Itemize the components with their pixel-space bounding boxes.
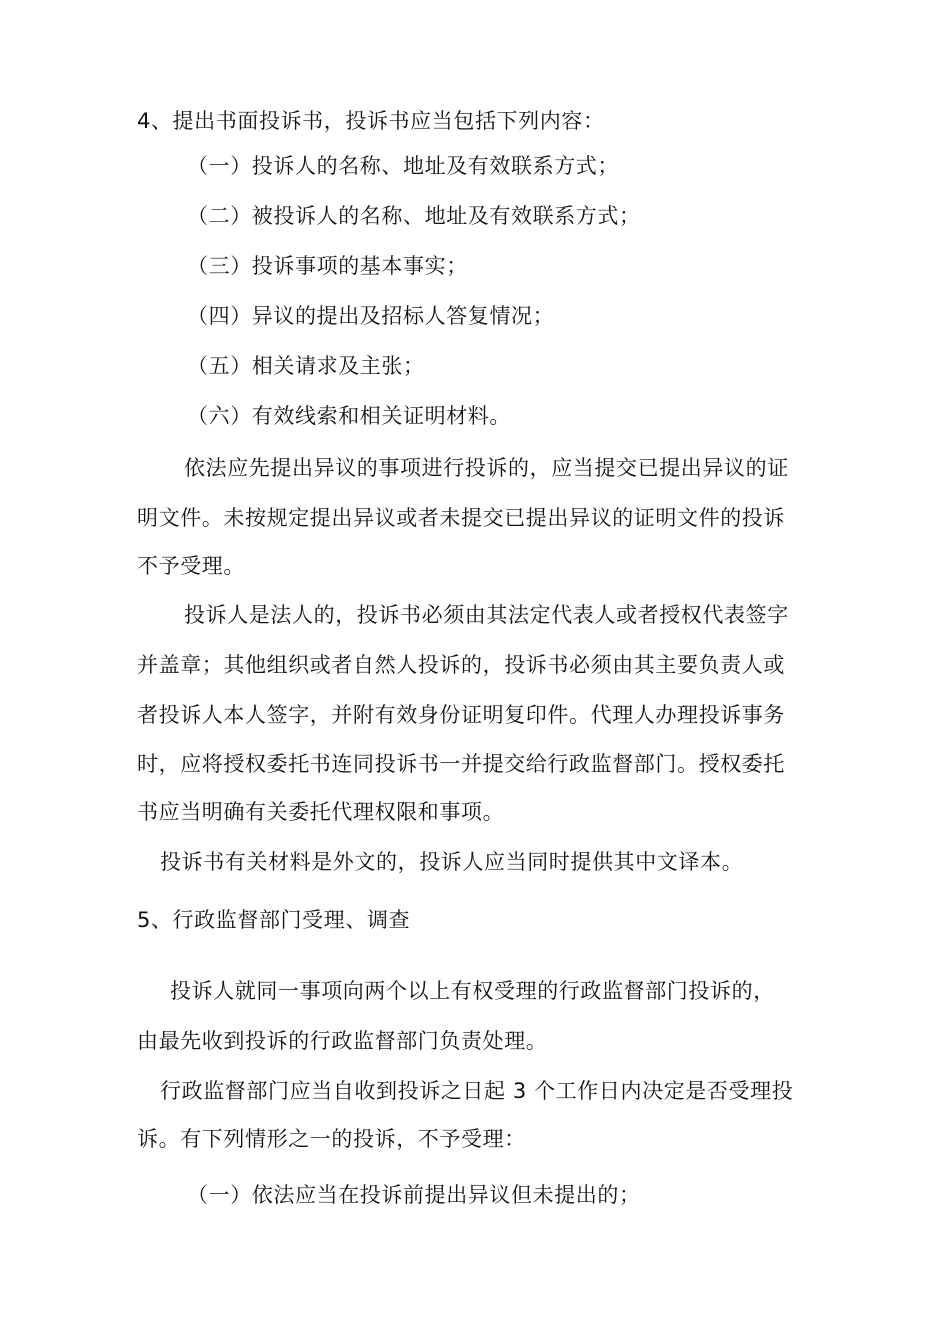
section-5-heading: 5、行政监督部门受理、调查 [137, 908, 411, 932]
paragraph-line: 者投诉人本人签字，并附有效身份证明复印件。代理人办理投诉事务 [137, 703, 785, 727]
list-item: （三）投诉事项的基本事实； [187, 254, 468, 278]
paragraph-line: 诉。有下列情形之一的投诉，不予受理： [137, 1127, 526, 1151]
paragraph-line: 明文件。未按规定提出异议或者未提交已提出异议的证明文件的投诉 [137, 506, 785, 530]
paragraph-line: 行政监督部门应当自收到投诉之日起 3 个工作日内决定是否受理投 [160, 1079, 794, 1103]
paragraph-line: 投诉人就同一事项向两个以上有权受理的行政监督部门投诉的， [170, 979, 775, 1003]
paragraph-line: 并盖章；其他组织或者自然人投诉的，投诉书必须由其主要负责人或 [137, 653, 785, 677]
list-item: （一）依法应当在投诉前提出异议但未提出的； [187, 1183, 641, 1207]
list-item: （四）异议的提出及招标人答复情况； [187, 304, 555, 328]
paragraph-line: 由最先收到投诉的行政监督部门负责处理。 [137, 1029, 548, 1053]
list-item: （五）相关请求及主张； [187, 354, 425, 378]
list-item: （六）有效线索和相关证明材料。 [187, 404, 511, 428]
section-4-heading: 4、提出书面投诉书，投诉书应当包括下列内容： [137, 109, 605, 133]
paragraph-line: 时，应将授权委托书连同投诉书一并提交给行政监督部门。授权委托 [137, 752, 785, 776]
list-item: （一）投诉人的名称、地址及有效联系方式； [187, 154, 619, 178]
paragraph-line: 投诉书有关材料是外文的，投诉人应当同时提供其中文译本。 [160, 850, 744, 874]
paragraph-line: 不予受理。 [137, 554, 245, 578]
paragraph-line: 投诉人是法人的，投诉书必须由其法定代表人或者授权代表签字 [184, 603, 789, 627]
paragraph-line: 书应当明确有关委托代理权限和事项。 [137, 800, 505, 824]
paragraph-line: 依法应先提出异议的事项进行投诉的，应当提交已提出异议的证 [184, 456, 789, 480]
list-item: （二）被投诉人的名称、地址及有效联系方式； [187, 204, 641, 228]
